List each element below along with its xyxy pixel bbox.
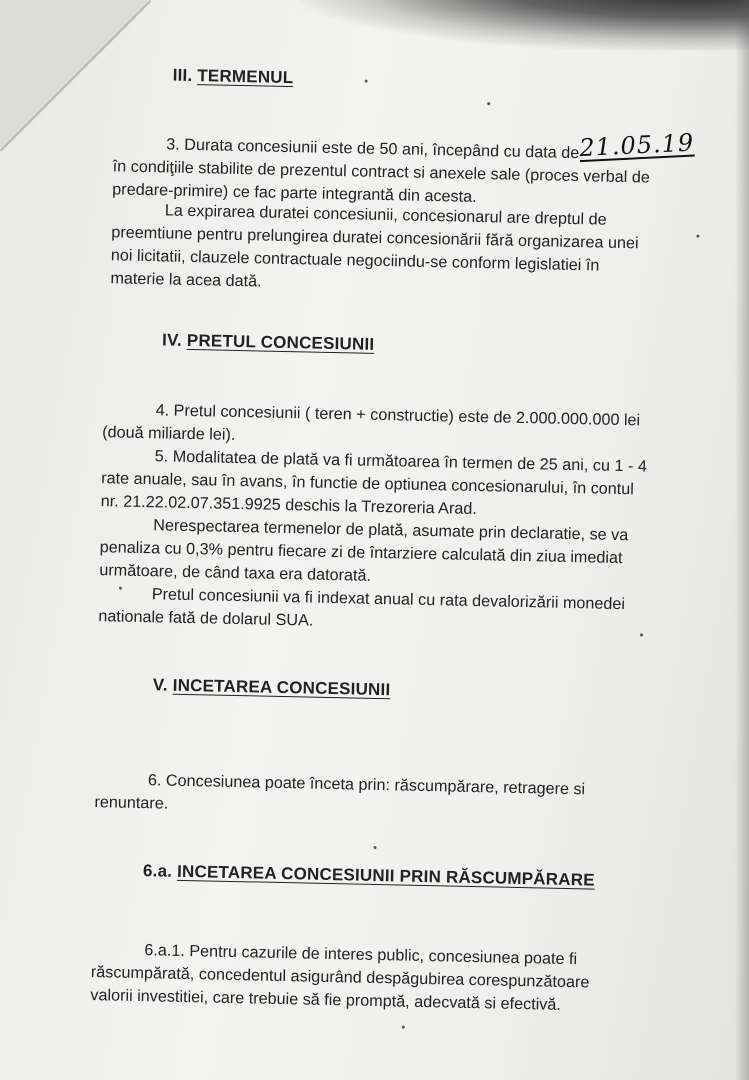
- paragraph-line: rate anuale, sau în avans, în functie de optiunea concesionarului, în contul: [101, 469, 635, 499]
- paragraph-line: 6.a.1. Pentru cazurile de interes public, concesiunea poate fi: [144, 941, 578, 969]
- paragraph-line: răscumpărată, concedentul asigurând despăgubirea corespunzătoare: [90, 963, 590, 992]
- section-number: III.: [172, 65, 193, 85]
- paragraph-line: La expirarea duratei concesiunii, concesionarul are dreptul de: [164, 201, 607, 229]
- paragraph-5: [101, 444, 648, 524]
- scan-speck: [487, 102, 490, 105]
- paragraph-line: (două miliarde lei).: [102, 423, 236, 444]
- scan-speck: [402, 1026, 405, 1029]
- section-number: IV.: [161, 330, 183, 350]
- paragraph-6: [94, 768, 585, 824]
- paragraph-6a1: [90, 938, 590, 1017]
- scan-speck: [119, 587, 122, 590]
- section-heading-incetarea: [153, 675, 391, 700]
- paragraph-line: 4. Pretul concesiunii ( teren + constructie) este de 2.000.000.000 lei: [155, 401, 641, 430]
- paragraph-5c: [98, 582, 625, 639]
- section-title: PRETUL CONCESIUNII: [186, 330, 375, 354]
- section-title: INCETAREA CONCESIUNII PRIN RĂSCUMPĂRARE: [176, 861, 595, 890]
- paragraph-line: 5. Modalitatea de plată va fi următoarea în termen de 25 ani, cu 1 - 4: [154, 447, 648, 476]
- paragraph-line: următoare, de când taxa era datorată.: [99, 561, 372, 585]
- paragraph-line: valorii investitiei, care trebuie să fie promptă, adecvată si efectivă.: [90, 986, 562, 1014]
- paragraph-line: nr. 21.22.02.07.351.9925 deschis la Trezoreria Arad.: [100, 492, 478, 519]
- paragraph-line: preemtiune pentru prelungirea duratei concesionării fără organizarea unei: [111, 223, 639, 253]
- paragraph-line: materie la acea dată.: [110, 269, 262, 291]
- paragraph-5b: [99, 513, 628, 593]
- paragraph-line: nationale fată de dolarul SUA.: [98, 607, 314, 630]
- paragraph-line: renuntare.: [94, 793, 169, 813]
- paragraph-line: Pretul concesiunii va fi indexat anual cu rata devalorizării monedei: [151, 585, 626, 614]
- paragraph-line: 6. Concesiunea poate înceta prin: răscumpărare, retragere si: [147, 771, 586, 799]
- scan-speck: [640, 633, 643, 636]
- paragraph-3b: [110, 198, 639, 301]
- paragraph-line: predare-primire) ce fac parte integrantă din acesta.: [112, 180, 477, 206]
- paragraph-line: penaliza cu 0,3% pentru fiecare zi de întarziere calculată din ziua imediat: [99, 538, 623, 568]
- scan-speck: [374, 846, 377, 849]
- paragraph-line: noi licitatii, clauzele contractuale negociindu-se conform legislatiei în: [110, 246, 600, 275]
- section-title: INCETAREA CONCESIUNII: [172, 675, 391, 700]
- section-number: V.: [152, 675, 169, 695]
- paragraph-line: Nerespectarea termenelor de plată, asumate prin declaratie, se va: [153, 516, 629, 545]
- paragraph-line: în condiţiile stabilite de prezentul contract si anexele sale (proces verbal de: [112, 157, 651, 187]
- scan-speck: [365, 80, 368, 83]
- paragraph-text: 3. Durata concesiunii este de 50 ani, începând cu data de: [166, 135, 580, 163]
- section-heading-termenul: [172, 66, 293, 89]
- scan-speck: [696, 235, 699, 238]
- section-title: TERMENUL: [197, 66, 294, 88]
- section-number: 6.a.: [142, 861, 173, 881]
- section-heading-rascumparare: [143, 861, 595, 890]
- section-heading-pretul: [162, 330, 375, 354]
- handwritten-date: 21.05.19: [578, 128, 695, 163]
